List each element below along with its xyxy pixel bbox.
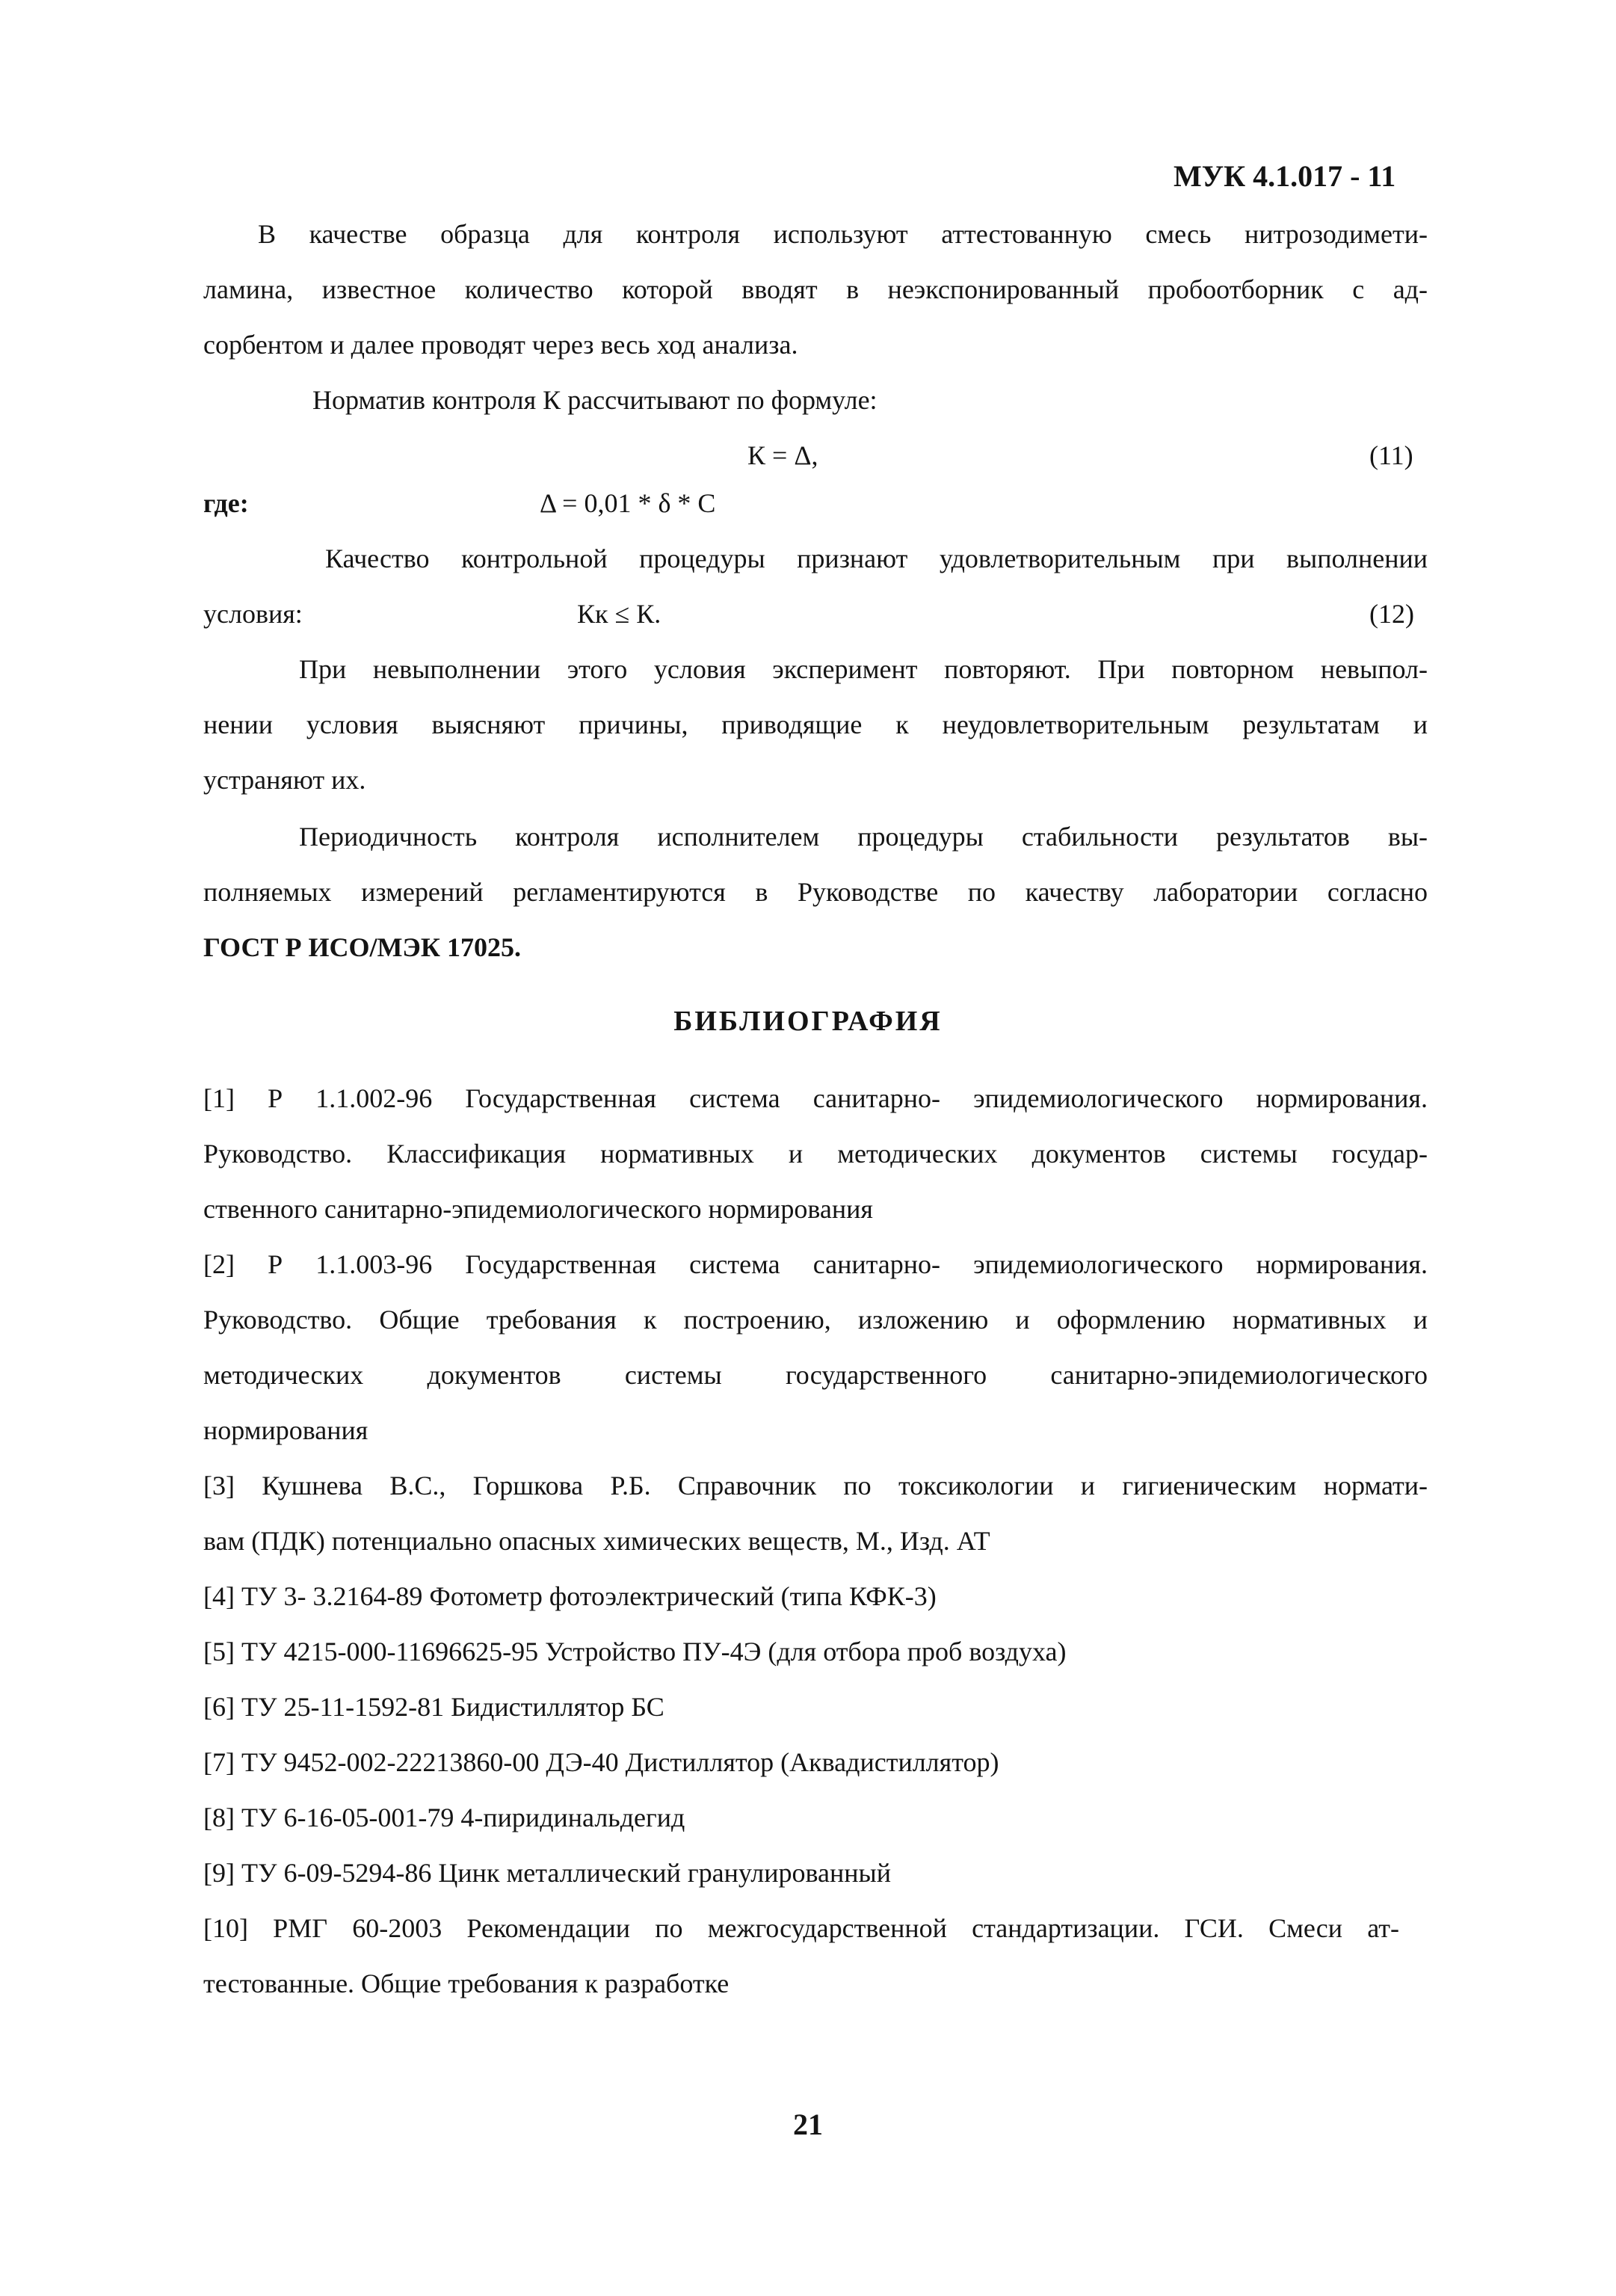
bibliography-line-8: [3] Кушнева В.С., Горшкова Р.Б. Справочник по токсикологии и гигиеническим нормати- xyxy=(203,1471,1428,1501)
bibliography-line-17: тестованные. Общие требования к разработке xyxy=(203,1969,730,1998)
bibliography-line-11: [5] ТУ 4215-000-11696625-95 Устройство ПУ-4Э (для отбора проб воздуха) xyxy=(203,1637,1067,1666)
bibliography-line-10: [4] ТУ 3- 3.2164-89 Фотометр фотоэлектрический (типа КФК-3) xyxy=(203,1581,937,1611)
intro-line-1: В качестве образца для контроля используют аттестованную смесь нитрозодимети- xyxy=(258,219,1428,249)
periodicity-line-1: Периодичность контроля исполнителем процедуры стабильности результатов вы- xyxy=(299,822,1428,852)
intro-line-2: ламина, известное количество которой вводят в неэкспонированный пробоотборник с ад- xyxy=(203,274,1428,304)
bibliography-line-6: методических документов системы государственного санитарно-эпидемиологического xyxy=(203,1360,1428,1390)
condition-label: условия: xyxy=(203,599,303,629)
bibliography-heading: БИБЛИОГРАФИЯ xyxy=(673,1006,943,1037)
failure-line-3: устраняют их. xyxy=(203,765,366,795)
formula-11: К = Δ, xyxy=(747,440,818,470)
document-code: МУК 4.1.017 - 11 xyxy=(1174,159,1396,193)
formula-12: Кк ≤ К. xyxy=(577,599,661,629)
page-number: 21 xyxy=(793,2108,823,2141)
periodicity-line-3: ГОСТ Р ИСО/МЭК 17025. xyxy=(203,932,521,962)
normative-text: Норматив контроля К рассчитывают по формуле: xyxy=(312,385,878,415)
bibliography-line-3: ственного санитарно-эпидемиологического нормирования xyxy=(203,1194,873,1224)
bibliography-line-5: Руководство. Общие требования к построению, изложению и оформлению нормативных и xyxy=(203,1305,1428,1335)
bibliography-line-2: Руководство. Классификация нормативных и методических документов системы государ- xyxy=(203,1139,1428,1169)
formula-12-number: (12) xyxy=(1369,599,1414,629)
failure-line-2: нении условия выясняют причины, приводящие к неудовлетворительным результатам и xyxy=(203,710,1428,739)
bibliography-line-15: [9] ТУ 6-09-5294-86 Цинк металлический гранулированный xyxy=(203,1858,891,1888)
where-label: где: xyxy=(203,488,249,518)
bibliography-line-9: вам (ПДК) потенциально опасных химических веществ, М., Изд. АТ xyxy=(203,1526,990,1556)
intro-line-3: сорбентом и далее проводят через весь ход анализа. xyxy=(203,330,798,360)
delta-formula: Δ = 0,01 * δ * С xyxy=(540,488,716,518)
quality-text: Качество контрольной процедуры признают удовлетворительным при выполнении xyxy=(325,544,1428,573)
bibliography-line-4: [2] Р 1.1.003-96 Государственная система санитарно- эпидемиологического нормирования. xyxy=(203,1249,1428,1279)
bibliography-line-1: [1] Р 1.1.002-96 Государственная система санитарно- эпидемиологического нормирования. xyxy=(203,1083,1428,1113)
formula-11-number: (11) xyxy=(1369,440,1413,470)
bibliography-line-7: нормирования xyxy=(203,1415,368,1445)
bibliography-line-12: [6] ТУ 25-11-1592-81 Бидистиллятор БС xyxy=(203,1692,664,1722)
bibliography-line-13: [7] ТУ 9452-002-22213860-00 ДЭ-40 Дистиллятор (Аквадистиллятор) xyxy=(203,1747,999,1777)
periodicity-line-2: полняемых измерений регламентируются в Руководстве по качеству лаборатории согласно xyxy=(203,877,1428,907)
bibliography-line-14: [8] ТУ 6-16-05-001-79 4-пиридинальдегид xyxy=(203,1803,685,1832)
failure-line-1: При невыполнении этого условия эксперимент повторяют. При повторном невыпол- xyxy=(299,654,1428,684)
bibliography-line-16: [10] РМГ 60-2003 Рекомендации по межгосударственной стандартизации. ГСИ. Смеси ат- xyxy=(203,1913,1399,1943)
